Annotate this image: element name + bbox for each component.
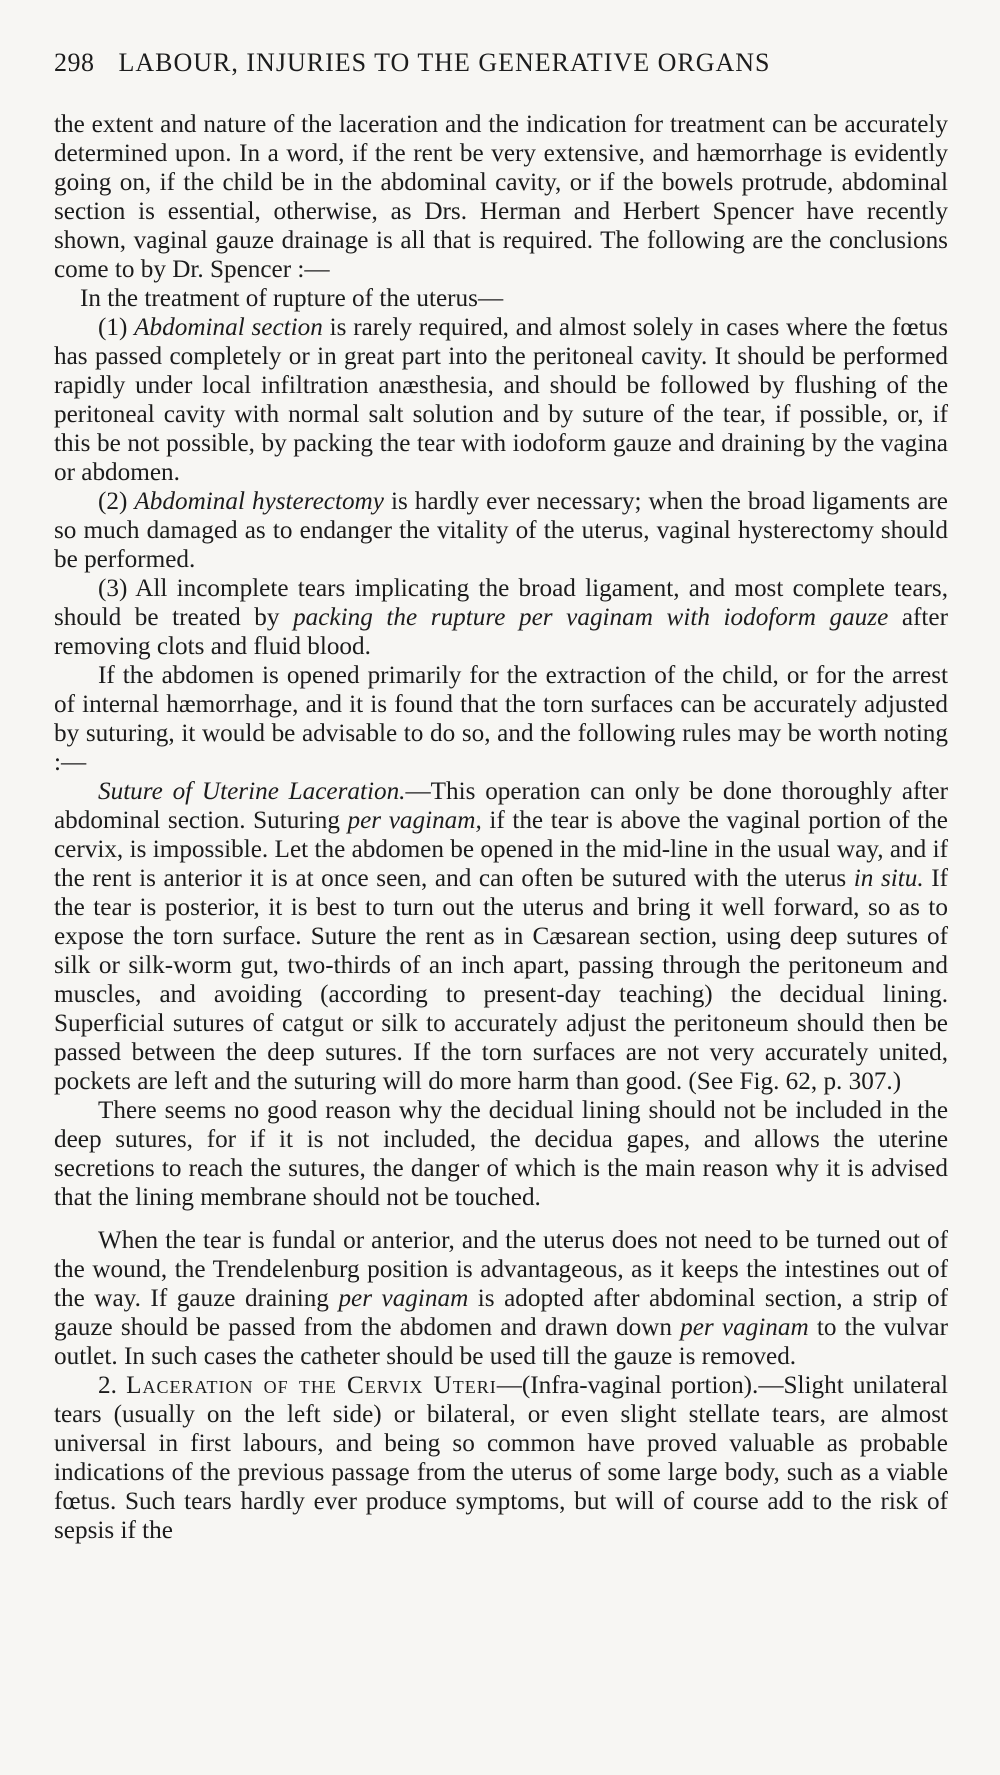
text-run: (3) All incomplete tears implicating the broad ligament, and most complete tears, should be treated by <box>54 575 948 631</box>
text-run: —This operation can only be done thoroughly after abdominal section. Suturing <box>54 778 948 834</box>
text-run: if the tear is above the vaginal portion of the cervix, is impossible. Let the abdomen be opened in the mid-line in the usual way, and if the rent is anterior it is at once seen, and can often be sutured with the uterus <box>54 807 948 892</box>
paragraph-treatment-intro: In the treatment of rupture of the uterus— <box>80 285 504 312</box>
text-run: When the tear is fundal or anterior, and the uterus does not need to be turned out of the wound, the Trendelenburg position is advantageous, as it keeps the intestines out of the way. If gauze draining <box>54 1227 948 1312</box>
text-run: —(Infra-vaginal portion).—Slight unilateral tears (usually on the left side) or bilateral, or even slight stellate tears, are almost universal in first labours, and being so common have proved valuable as probable indications of the previous passage from the uterus of some large body, such as a viable fœtus. Such tears hardly ever produce symptoms, but will of course add to the risk of sepsis if the <box>54 1372 949 1544</box>
paragraph-continuation: the extent and nature of the laceration and the indication for treatment can be accurately determined upon. In a word, if the rent be very extensive, and hæmorrhage is evidently going on, if the child be in the abdominal cavity, or if the bowels protrude, abdominal section is essential, otherwise, as Drs. Herman and Herbert Spencer have recently shown, vaginal gauze drainage is all that is required. The following are the conclusions come to by Dr. Spencer :— <box>54 111 948 283</box>
italic-term: per vaginam <box>338 1285 469 1312</box>
italic-term: packing the rupture per vaginam with iodoform gauze <box>293 604 889 631</box>
paragraph-incomplete-tears <box>54 574 948 661</box>
text-run: after removing clots and fluid blood. <box>54 604 948 660</box>
paragraph-fundal-tear <box>54 1226 948 1371</box>
page-number: 298 <box>54 48 95 77</box>
running-title: LABOUR, INJURIES TO THE GENERATIVE ORGANS <box>118 48 771 77</box>
page-header <box>54 48 948 88</box>
paragraph-abdominal-hysterectomy <box>54 487 948 574</box>
paragraph-abdominal-section <box>54 313 948 487</box>
section-heading-italic: Suture of Uterine Laceration. <box>98 778 406 805</box>
paragraph-suture-uterine-laceration <box>54 777 948 1096</box>
text-run: (1) <box>98 314 135 341</box>
italic-term: per vaginam <box>680 1314 809 1341</box>
paragraph-cervix-laceration <box>54 1371 948 1545</box>
italic-term: Abdominal section <box>134 314 323 341</box>
text-run: (2) <box>98 488 135 515</box>
italic-term: Abdominal hysterectomy <box>134 488 384 515</box>
text-run: 2. <box>98 1372 127 1399</box>
text-run: If the tear is posterior, it is best to turn out the uterus and bring it well forward, so as to expose the torn surface. Suture the rent as in Cæsarean section, using deep sutures of silk or silk-worm gut, two-thirds of an inch apart, passing through the peritoneum and muscles, and avoiding (according to present-day teaching) the decidual lining. Superficial sutures of catgut or silk to accurately adjust the peritoneum should then be passed between the deep sutures. If the torn surfaces are not very accurately united, pockets are left and the suturing will do more harm than good. (See Fig. 62, p. 307.) <box>54 865 949 1095</box>
text-run: is rarely required, and almost solely in cases where the fœtus has passed completely or in great part into the peritoneal cavity. It should be performed rapidly under local infiltration anæsthesia, and should be followed by flushing of the peritoneal cavity with normal salt solution and by suture of the tear, if possible, or, if this be not possible, by packing the tear with iodoform gauze and draining by the vagina or abdomen. <box>54 314 949 486</box>
paragraph-decidual-lining: There seems no good reason why the decidual lining should not be included in the deep sutures, for if it is not included, the decidua gapes, and allows the uterine secretions to reach the sutures, the danger of which is the main reason why it is advised that the lining membrane should not be touched. <box>54 1097 948 1211</box>
paragraph-abdomen-opened: If the abdomen is opened primarily for the extraction of the child, or for the arrest of internal hæmorrhage, and it is found that the torn surfaces can be accurately adjusted by suturing, it would be advisable to do so, and the following rules may be worth noting :— <box>54 662 948 776</box>
italic-term: in situ. <box>853 865 924 892</box>
section-heading-small-caps: Laceration of the Cervix Uteri <box>126 1372 497 1399</box>
text-run: to the vulvar outlet. In such cases the catheter should be used till the gauze is removed. <box>54 1314 948 1370</box>
italic-term: per vaginam, <box>347 807 482 834</box>
body-text <box>54 110 948 1545</box>
text-run: is adopted after abdominal section, a strip of gauze should be passed from the abdomen and drawn down <box>54 1285 948 1341</box>
text-run: is hardly ever necessary; when the broad ligaments are so much damaged as to endanger the vitality of the uterus, vaginal hysterectomy should be performed. <box>54 488 948 573</box>
